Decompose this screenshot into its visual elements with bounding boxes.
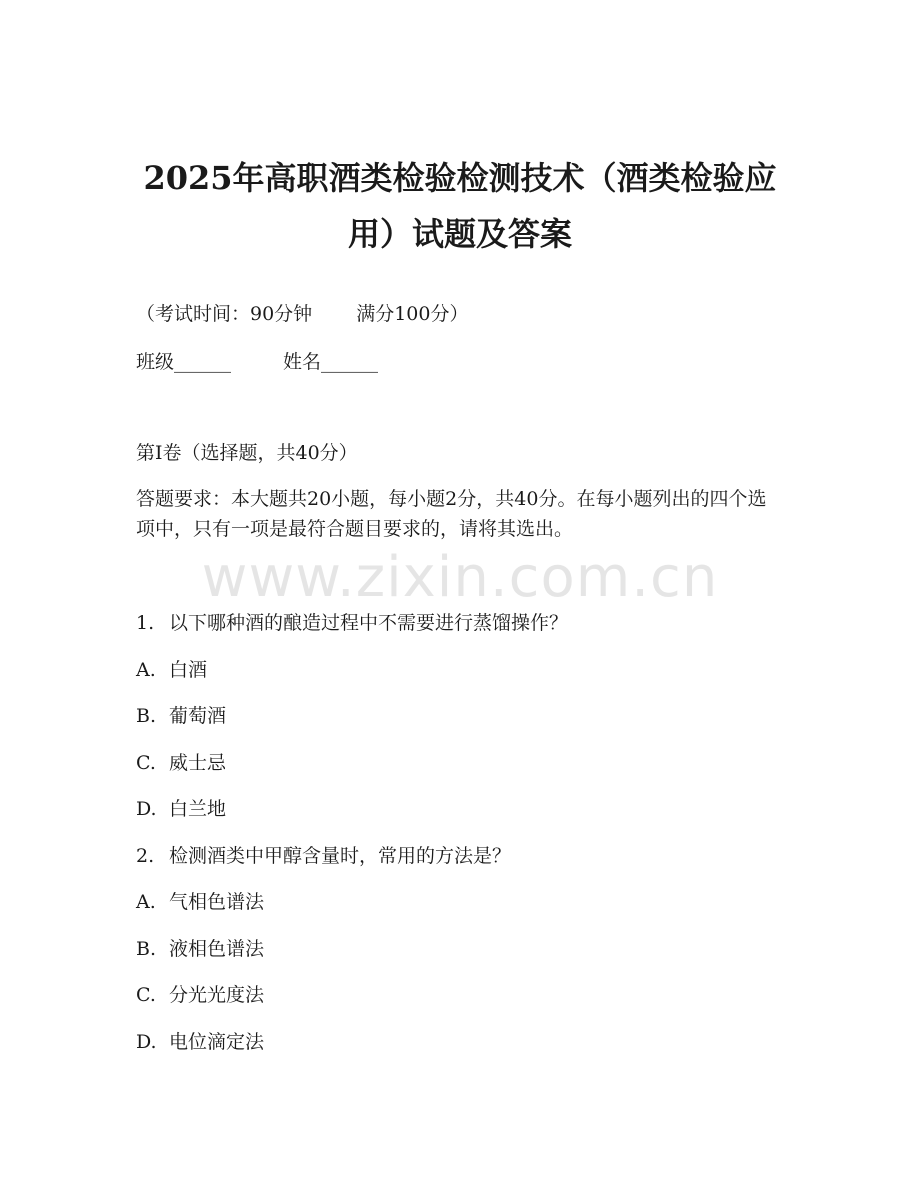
option-text: 威士忌 — [169, 752, 227, 774]
question-text: 以下哪种酒的酿造过程中不需要进行蒸馏操作？ — [169, 612, 569, 634]
question-1-option-c — [136, 750, 226, 776]
option-letter: D. — [136, 1031, 157, 1053]
student-info — [136, 349, 378, 375]
option-text: 白兰地 — [169, 798, 227, 820]
option-letter: A. — [136, 659, 156, 681]
question-number: 1. — [136, 612, 155, 634]
question-1-option-d — [136, 796, 226, 822]
question-1 — [136, 610, 568, 636]
exam-info — [136, 301, 468, 327]
watermark: www.zixin.com.cn — [201, 545, 719, 610]
option-text: 分光光度法 — [169, 984, 265, 1006]
question-1-option-b — [136, 703, 226, 729]
option-letter: B. — [136, 705, 157, 727]
name-field: 姓名______ — [283, 351, 379, 373]
document-title — [100, 150, 820, 262]
class-field: 班级______ — [136, 351, 232, 373]
option-letter: A. — [136, 891, 156, 913]
question-2-option-c — [136, 982, 264, 1008]
option-letter: C. — [136, 984, 156, 1006]
section-heading: 第I卷（选择题，共40分） — [136, 442, 358, 464]
option-text: 葡萄酒 — [169, 705, 227, 727]
question-text: 检测酒类中甲醇含量时，常用的方法是？ — [169, 845, 512, 867]
title-line-2: 用）试题及答案 — [347, 215, 572, 253]
question-2-option-a — [136, 889, 264, 915]
option-text: 液相色谱法 — [169, 938, 265, 960]
question-2 — [136, 843, 511, 869]
exam-time: （考试时间：90分钟 — [136, 303, 313, 325]
full-score: 满分100分） — [356, 303, 469, 325]
question-number: 2. — [136, 845, 155, 867]
option-text: 气相色谱法 — [169, 891, 265, 913]
question-2-option-d — [136, 1029, 264, 1055]
option-letter: B. — [136, 938, 157, 960]
question-2-option-b — [136, 936, 264, 962]
option-letter: C. — [136, 752, 156, 774]
option-text: 电位滴定法 — [169, 1031, 265, 1053]
option-letter: D. — [136, 798, 157, 820]
question-1-option-a — [136, 657, 207, 683]
option-text: 白酒 — [169, 659, 208, 681]
instructions: 答题要求：本大题共20小题，每小题2分，共40分。在每小题列出的四个选项中，只有一项是最符合题目要求的，请将其选出。 — [136, 488, 767, 540]
title-line-1: 2025年高职酒类检验检测技术（酒类检验应 — [143, 159, 777, 197]
